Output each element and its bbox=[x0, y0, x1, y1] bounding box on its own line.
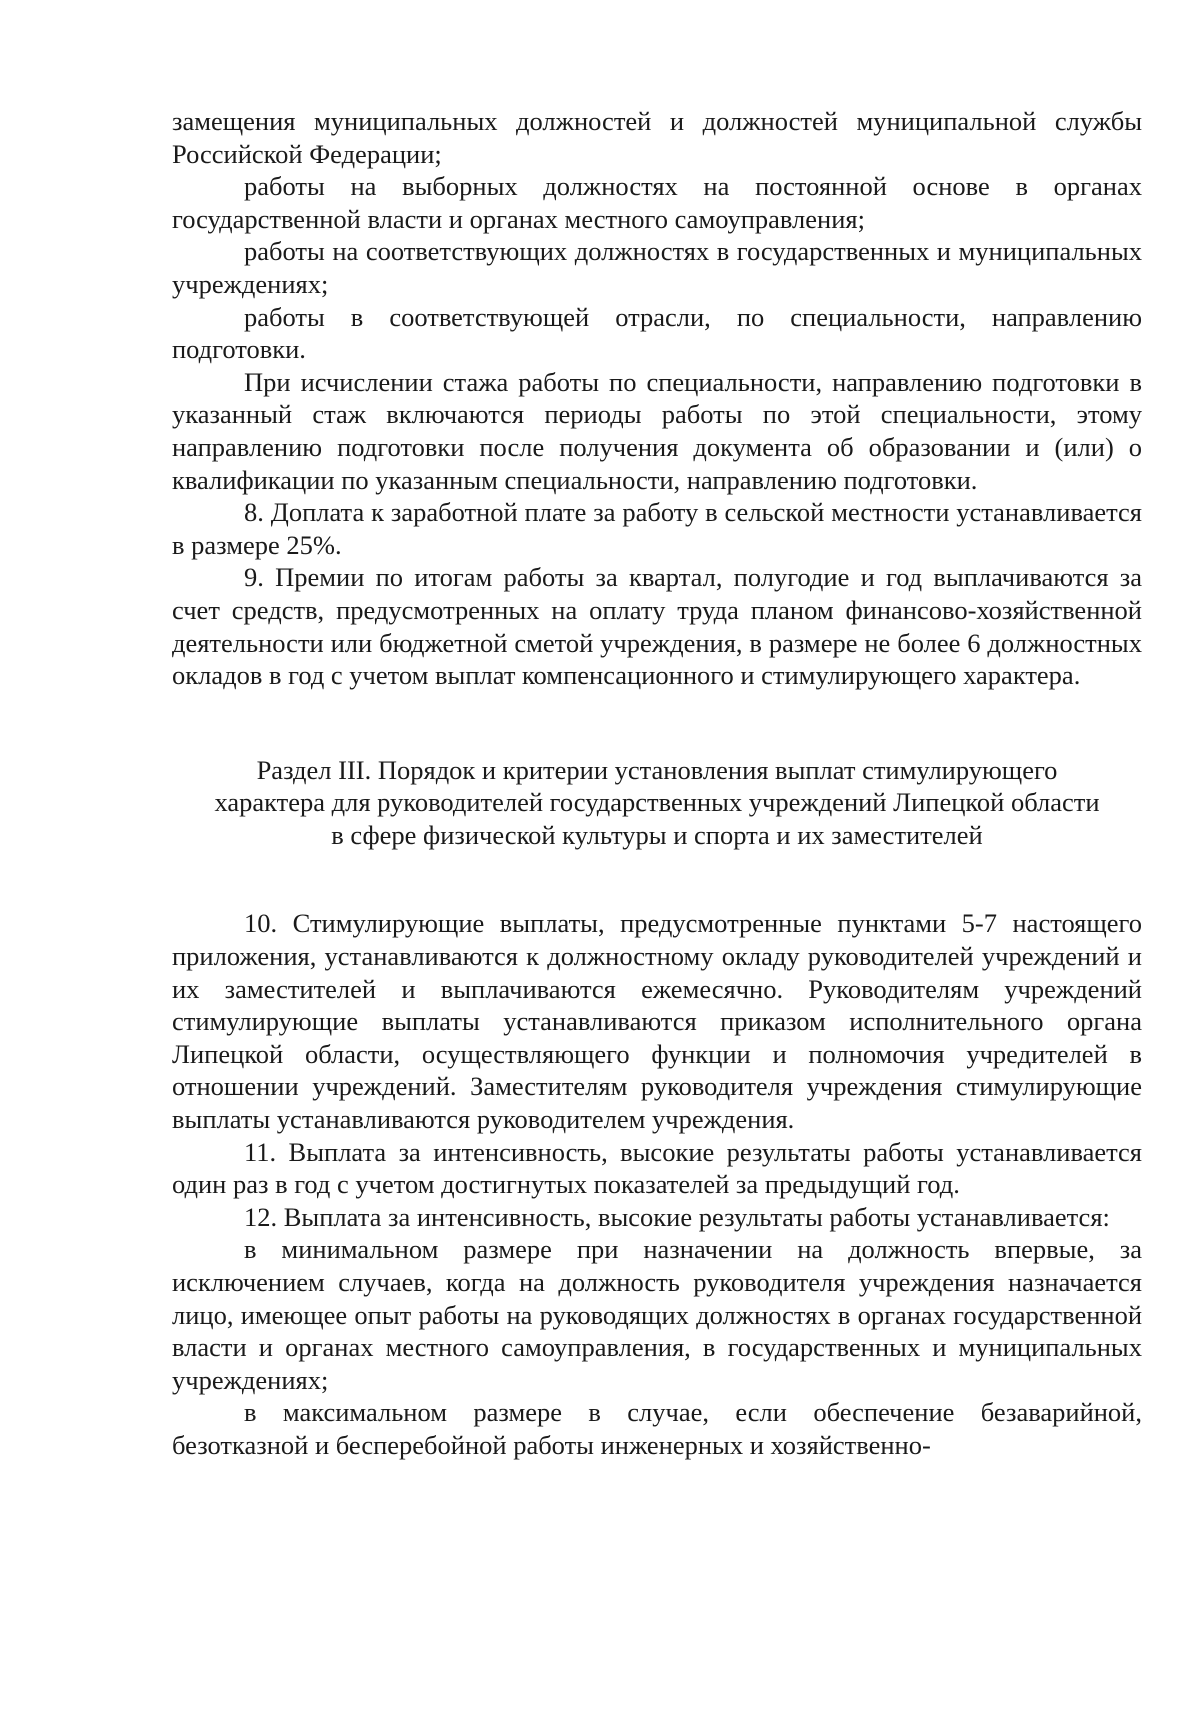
document-body bbox=[172, 105, 1142, 1462]
paragraph-elected-positions: работы на выборных должностях на постоянной основе в органах государственной власти и органах местного самоуправления; bbox=[172, 171, 1142, 234]
paragraph-maximum-size: в максимальном размере в случае, если обеспечение безаварийной, безотказной и бесперебойной работы инженерных и хозяйственно- bbox=[172, 1397, 1142, 1460]
section-heading bbox=[172, 754, 1142, 852]
paragraph-continuation: замещения муниципальных должностей и должностей муниципальной службы Российской Федерации; bbox=[172, 106, 1142, 169]
paragraph-item-11: 11. Выплата за интенсивность, высокие результаты работы устанавливается один раз в год с учетом достигнутых показателей за предыдущий год. bbox=[172, 1136, 1142, 1200]
paragraph-item-9: 9. Премии по итогам работы за квартал, полугодие и год выплачиваются за счет средств, предусмотренных на оплату труда планом финансово-хозяйственной деятельности или бюджетной сметой учреждения, в размере не более 6 должностных окладов в год с учетом выплат компенсационного и стимулирующего характера. bbox=[172, 562, 1142, 691]
paragraph-item-8: 8. Доплата к заработной плате за работу в сельской местности устанавливается в размере 25%. bbox=[172, 497, 1142, 560]
paragraph-minimum-size: в минимальном размере при назначении на должность впервые, за исключением случаев, когда на должность руководителя учреждения назначается лицо, имеющее опыт работы на руководящих должностях в органах государственной власти и органах местного самоуправления, в государственных и муниципальных учреждениях; bbox=[172, 1234, 1142, 1395]
paragraph-industry-work: работы в соответствующей отрасли, по специальности, направлению подготовки. bbox=[172, 301, 1142, 365]
section-heading-line: характера для руководителей государственных учреждений Липецкой области bbox=[214, 787, 1100, 818]
paragraph-item-12: 12. Выплата за интенсивность, высокие результаты работы устанавливается: bbox=[244, 1201, 1110, 1232]
section-heading-line: в сфере физической культуры и спорта и их заместителей bbox=[331, 819, 983, 850]
paragraph-item-10: 10. Стимулирующие выплаты, предусмотренные пунктами 5-7 настоящего приложения, устанавливаются к должностному окладу руководителей учреждений и их заместителей и выплачиваются ежемесячно. Руководителям учреждений стимулирующие выплаты устанавливаются приказом исполнительного органа Липецкой области, осуществляющего функции и полномочия учредителей в отношении учреждений. Заместителям руководителя учреждения стимулирующие выплаты устанавливаются руководителем учреждения. bbox=[172, 908, 1142, 1135]
paragraph-institutions: работы на соответствующих должностях в государственных и муниципальных учреждениях; bbox=[172, 236, 1142, 299]
section-heading-line: Раздел III. Порядок и критерии установления выплат стимулирующего bbox=[256, 754, 1058, 785]
paragraph-seniority-calculation: При исчислении стажа работы по специальности, направлению подготовки в указанный стаж включаются периоды работы по этой специальности, этому направлению подготовки после получения документа об образовании и (или) о квалификации по указанным специальности, направлению подготовки. bbox=[172, 366, 1142, 495]
